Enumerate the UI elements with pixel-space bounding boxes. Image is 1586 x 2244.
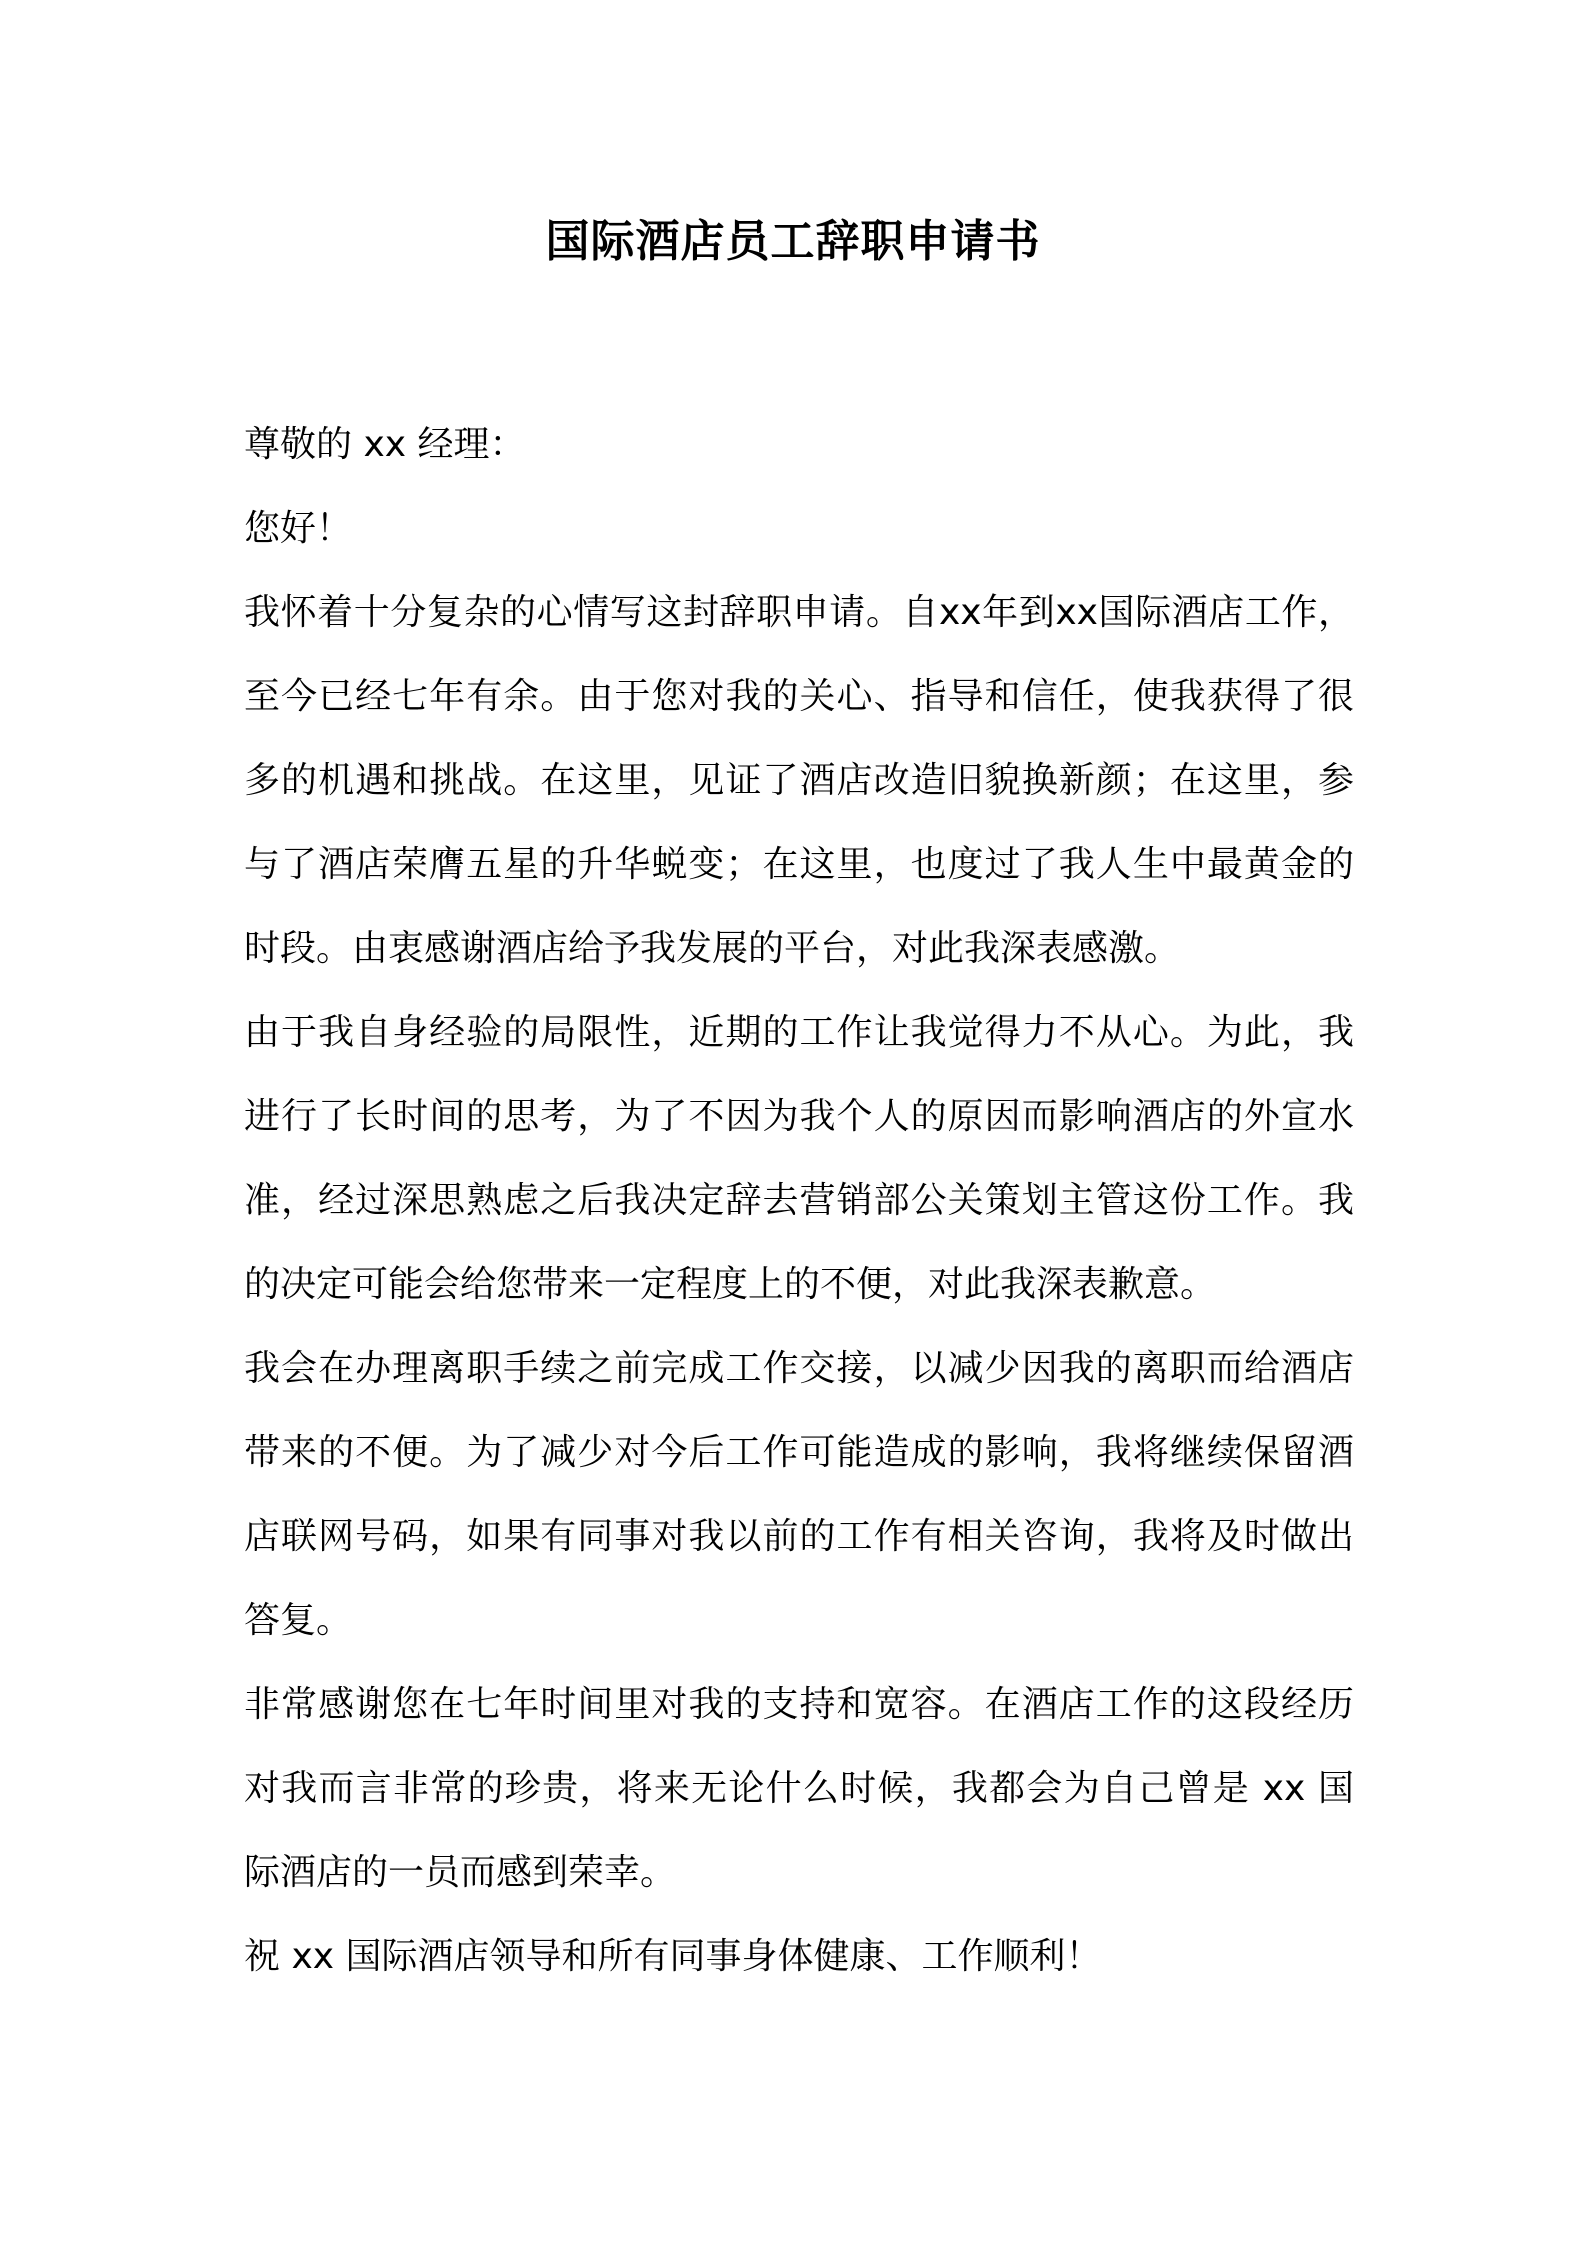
- paragraph-line: 我会在办理离职手续之前完成工作交接，以减少因我的离职而给酒店: [244, 1348, 1354, 1389]
- paragraph-line: 际酒店的一员而感到荣幸。: [244, 1852, 677, 1893]
- paragraph-line: 我怀着十分复杂的心情写这封辞职申请。自xx年到xx国际酒店工作，: [244, 592, 1354, 633]
- paragraph-line: 非常感谢您在七年时间里对我的支持和宽容。在酒店工作的这段经历: [244, 1684, 1354, 1725]
- paragraph-4: [244, 1663, 1354, 1915]
- paragraph-line: 带来的不便。为了减少对今后工作可能造成的影响，我将继续保留酒: [244, 1432, 1354, 1473]
- paragraph-line: 时段。由衷感谢酒店给予我发展的平台，对此我深表感激。: [244, 928, 1181, 969]
- paragraph-line: 进行了长时间的思考，为了不因为我个人的原因而影响酒店的外宣水: [244, 1096, 1354, 1137]
- paragraph-line: 至今已经七年有余。由于您对我的关心、指导和信任，使我获得了很: [244, 676, 1354, 717]
- paragraph-line: 对我而言非常的珍贵，将来无论什么时候，我都会为自己曾是 xx 国: [244, 1768, 1354, 1809]
- paragraph-1: [244, 571, 1354, 991]
- paragraph-line: 的决定可能会给您带来一定程度上的不便，对此我深表歉意。: [244, 1264, 1217, 1305]
- greeting: 您好！: [244, 508, 353, 549]
- paragraph-line: 多的机遇和挑战。在这里，见证了酒店改造旧貌换新颜；在这里，参: [244, 760, 1354, 801]
- paragraph-line: 准，经过深思熟虑之后我决定辞去营销部公关策划主管这份工作。我: [244, 1180, 1354, 1221]
- paragraph-line: 答复。: [244, 1600, 353, 1641]
- paragraph-2: [244, 991, 1354, 1327]
- document-body: [244, 403, 1354, 1999]
- paragraph-3: [244, 1327, 1354, 1663]
- paragraph-line: 与了酒店荣膺五星的升华蜕变；在这里，也度过了我人生中最黄金的: [244, 844, 1354, 885]
- paragraph-line: 由于我自身经验的局限性，近期的工作让我觉得力不从心。为此，我: [244, 1012, 1354, 1053]
- paragraph-line: 店联网号码，如果有同事对我以前的工作有相关咨询，我将及时做出: [244, 1516, 1354, 1557]
- document-title: 国际酒店员工辞职申请书: [545, 216, 1041, 267]
- salutation: 尊敬的 xx 经理：: [244, 424, 526, 465]
- closing-wishes: 祝 xx 国际酒店领导和所有同事身体健康、工作顺利！: [244, 1936, 1102, 1977]
